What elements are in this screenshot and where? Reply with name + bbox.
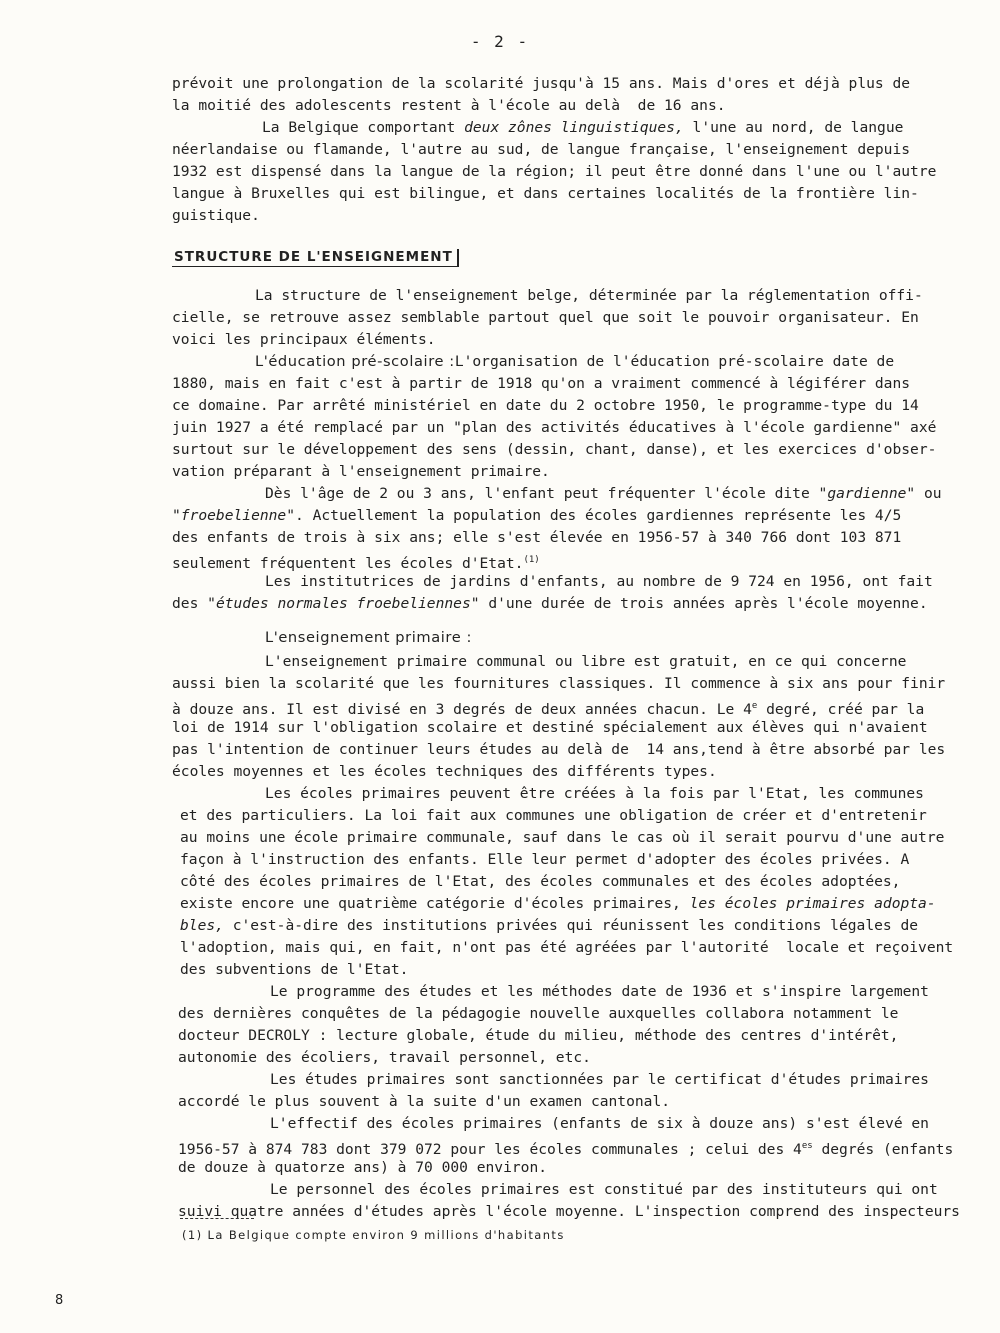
text-line: [172, 595, 928, 613]
text-line: [270, 1181, 938, 1199]
text-line: [172, 675, 945, 693]
text-run: et des particuliers. La loi fait aux communes une obligation de créer et d'entretenir: [180, 807, 927, 824]
text-run: côté des écoles primaires de l'Etat, des écoles communales et des écoles adoptées,: [180, 873, 901, 890]
text-line: [172, 529, 901, 547]
text-line: [172, 463, 550, 481]
text-run: cielle, se retrouve assez semblable partout quel que soit le pouvoir organisateur. En: [172, 309, 919, 326]
text-run: . Actuellement la population des écoles gardiennes représente les 4/5: [295, 507, 902, 524]
text-line: [180, 829, 944, 847]
text-run: loi de 1914 sur l'obligation scolaire et destiné spécialement aux élèves qui n'avaient: [172, 719, 928, 736]
text-line: [180, 895, 936, 913]
page-number: 8: [55, 1293, 64, 1308]
text-line: [172, 141, 910, 159]
text-run: guistique.: [172, 207, 260, 224]
page-header: - 2 -: [470, 32, 530, 51]
text-line: [178, 1027, 898, 1045]
text-run: au moins une école primaire communale, sauf dans le cas où il serait pourvu d'une autre: [180, 829, 945, 846]
text-run: existe encore une quatrième catégorie d'écoles primaires,: [180, 895, 690, 912]
text-line: [265, 629, 472, 647]
text-line: [172, 185, 919, 203]
text-run: "études normales froebeliennes": [207, 595, 480, 612]
text-run: bles,: [180, 917, 224, 934]
text-line: [180, 873, 900, 891]
text-run: Les écoles primaires peuvent être créées à la fois par l'Etat, les communes: [265, 785, 924, 802]
text-run: de douze à quatorze ans) à 70 000 environ.: [178, 1159, 548, 1176]
text-run: les écoles primaires adopta-: [689, 895, 936, 912]
text-run: l'adoption, mais qui, en fait, n'ont pas été agréées par l'autorité locale et reçoivent: [180, 939, 954, 956]
footnote-divider: [180, 1218, 254, 1219]
text-line: [180, 917, 918, 935]
text-line: [172, 207, 260, 225]
text-line: [180, 939, 953, 957]
text-run: voici les principaux éléments.: [172, 331, 436, 348]
text-run: Les études primaires sont sanctionnées par le certificat d'études primaires: [270, 1071, 929, 1088]
text-line: [270, 1071, 929, 1089]
text-run: prévoit une prolongation de la scolarité jusqu'à 15 ans. Mais d'ores et déjà plus de: [172, 75, 911, 92]
text-run: des subventions de l'Etat.: [180, 961, 409, 978]
text-line: [262, 119, 903, 137]
text-line: [172, 719, 928, 737]
text-run: suivi quatre années d'études après l'école moyenne. L'inspection comprend des inspecteurs: [178, 1203, 960, 1220]
text-run: Le programme des études et les méthodes date de 1936 et s'inspire largement: [270, 983, 929, 1000]
text-line: [180, 961, 408, 979]
text-line: [180, 851, 909, 869]
text-run: aussi bien la scolarité que les fournitures classiques. Il commence à six ans pour finir: [172, 675, 946, 692]
text-run: juin 1927 a été remplacé par un "plan des activités éducatives à l'école gardienne" axé: [172, 419, 937, 436]
text-run: seulement fréquentent les écoles d'Etat.: [172, 555, 524, 572]
section-heading: STRUCTURE DE L'ENSEIGNEMENT: [172, 249, 459, 267]
text-run: des: [172, 595, 208, 612]
text-run: ce domaine. Par arrêté ministériel en date du 2 octobre 1950, le programme-type du 14: [172, 397, 919, 414]
text-line: [172, 75, 910, 93]
text-run: 1932 est dispensé dans la langue de la région; il peut être donné dans l'une ou l'autre: [172, 163, 937, 180]
text-run: à douze ans. Il est divisé en 3 degrés de deux années chacun. Le 4: [172, 701, 752, 718]
text-run: la moitié des adolescents restent à l'école au delà de 16 ans.: [172, 97, 726, 114]
text-run: La structure de l'enseignement belge, déterminée par la réglementation offi-: [255, 287, 923, 304]
text-line: [172, 551, 540, 573]
text-run: accordé le plus souvent à la suite d'un examen cantonal.: [178, 1093, 671, 1110]
text-line: [172, 741, 945, 759]
text-run: L'enseignement primaire communal ou libre est gratuit, en ce qui concerne: [265, 653, 907, 670]
text-line: [172, 309, 919, 327]
text-run: "froebelienne": [172, 507, 296, 524]
text-line: [178, 1159, 547, 1177]
text-run: Dès l'âge de 2 ou 3 ans, l'enfant peut fréquenter l'école dite: [265, 485, 819, 502]
text-run: d'une durée de trois années après l'école moyenne.: [479, 595, 928, 612]
text-line: [178, 1093, 670, 1111]
text-run: des enfants de trois à six ans; elle s'est élevée en 1956-57 à 340 766 dont 103 871: [172, 529, 902, 546]
text-line: [172, 375, 910, 393]
text-line: [265, 785, 924, 803]
text-line: [172, 507, 901, 525]
text-line: [172, 163, 936, 181]
text-run: l'une au nord, de langue: [683, 119, 904, 136]
text-line: [178, 1137, 953, 1159]
text-line: [180, 807, 927, 825]
text-run: 1880, mais en fait c'est à partir de 1918 qu'on a vraiment commencé à légiférer dans: [172, 375, 911, 392]
footnote: (1) La Belgique compte environ 9 millions d'habitants: [182, 1228, 565, 1242]
text-line: [172, 331, 436, 349]
text-line: [172, 97, 726, 115]
text-run: deux zônes linguistiques,: [464, 119, 684, 136]
text-line: [265, 573, 933, 591]
text-line: [172, 419, 936, 437]
subheading-run: L'éducation pré-scolaire :: [255, 353, 455, 370]
text-run: pas l'intention de continuer leurs études au delà de 14 ans,tend à être absorbé par les: [172, 741, 946, 758]
text-run: docteur DECROLY : lecture globale, étude du milieu, méthode des centres d'intérêt,: [178, 1027, 899, 1044]
text-line: [178, 1203, 960, 1221]
text-line: [178, 1005, 898, 1023]
subheading-run: L'enseignement primaire :: [265, 629, 473, 646]
text-run: néerlandaise ou flamande, l'autre au sud, de langue française, l'enseignement depuis: [172, 141, 911, 158]
text-run: vation préparant à l'enseignement primaire.: [172, 463, 550, 480]
text-run: ou: [915, 485, 942, 502]
text-run: façon à l'instruction des enfants. Elle leur permet d'adopter des écoles privées. A: [180, 851, 910, 868]
text-run: La Belgique comportant: [262, 119, 465, 136]
text-line: [172, 697, 924, 719]
text-run: degrés (enfants: [812, 1141, 954, 1158]
text-line: [270, 1115, 929, 1133]
text-line: [255, 353, 894, 371]
text-line: [172, 441, 936, 459]
text-line: [172, 397, 919, 415]
text-run: L'organisation de l'éducation pré-scolaire date de: [454, 353, 895, 370]
text-line: [270, 983, 929, 1001]
text-run: des dernières conquêtes de la pédagogie nouvelle auxquelles collabora notamment le: [178, 1005, 899, 1022]
superscript: (1): [523, 555, 540, 565]
text-run: 1956-57 à 874 783 dont 379 072 pour les écoles communales ; celui des 4: [178, 1141, 802, 1158]
superscript: es: [801, 1141, 813, 1151]
text-line: [255, 287, 923, 305]
text-line: [172, 763, 717, 781]
text-run: Le personnel des écoles primaires est constitué par des instituteurs qui ont: [270, 1181, 938, 1198]
text-run: langue à Bruxelles qui est bilingue, et dans certaines localités de la frontière lin-: [172, 185, 919, 202]
text-run: c'est-à-dire des institutions privées qui réunissent les conditions légales de: [223, 917, 919, 934]
text-run: "gardienne": [818, 485, 916, 502]
text-run: autonomie des écoliers, travail personnel, etc.: [178, 1049, 591, 1066]
text-line: [178, 1049, 591, 1067]
text-line: [265, 485, 942, 503]
text-run: surtout sur le développement des sens (dessin, chant, danse), et les exercices d'obser-: [172, 441, 937, 458]
text-run: Les institutrices de jardins d'enfants, au nombre de 9 724 en 1956, ont fait: [265, 573, 933, 590]
text-run: écoles moyennes et les écoles techniques des différents types.: [172, 763, 717, 780]
superscript: e: [751, 701, 758, 711]
text-line: [265, 653, 906, 671]
text-run: degré, créé par la: [757, 701, 925, 718]
text-run: L'effectif des écoles primaires (enfants de six à douze ans) s'est élevé en: [270, 1115, 929, 1132]
